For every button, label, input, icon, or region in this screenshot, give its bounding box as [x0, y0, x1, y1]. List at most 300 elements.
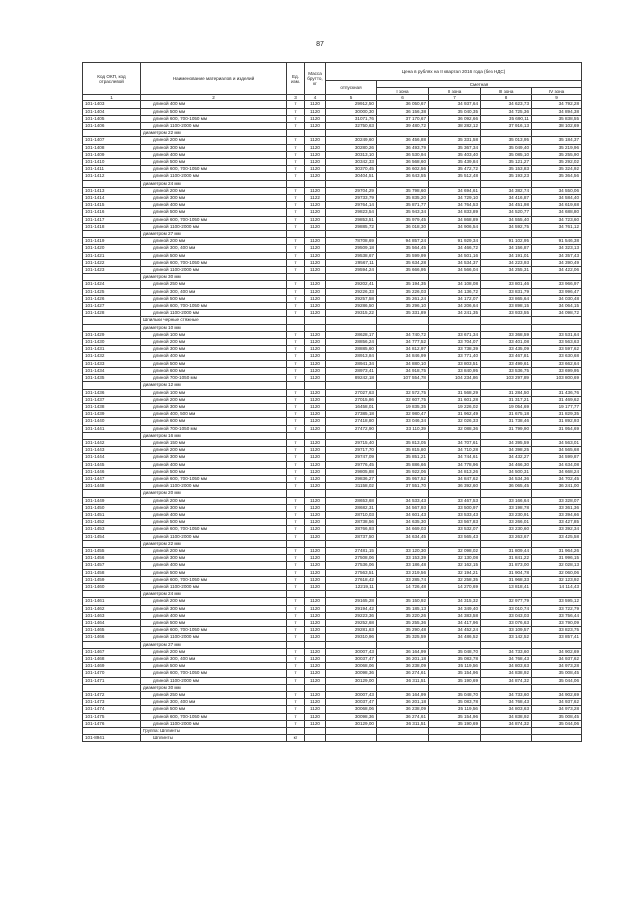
cell-mass: 1120: [305, 576, 326, 583]
cell-price: 107 554,78: [377, 375, 429, 382]
cell-price: 33 010,74: [481, 605, 532, 612]
cell-price: 32 194,21: [429, 569, 481, 576]
table-row: [83, 295, 582, 302]
cell-price: 34 452,24: [429, 627, 481, 634]
cell-price: 35 121,27: [481, 159, 532, 166]
cell-group-name: Шпильки черные стяжные: [141, 317, 287, 324]
cell-unit: т: [287, 411, 305, 418]
cell-name: длиной 1100-2000 мм: [141, 267, 287, 274]
cell-price: 34 668,24: [532, 468, 582, 475]
cell-price: 32 060,06: [532, 569, 582, 576]
cell-code: [83, 432, 141, 439]
cell-price: 34 432,27: [481, 454, 532, 461]
cell-price: 35 190,69: [429, 677, 481, 684]
cell-mass: 1120: [305, 267, 326, 274]
table-row: [83, 699, 582, 706]
cell-price: 36 050,67: [377, 101, 429, 108]
cell-price: 35 194,35: [377, 281, 429, 288]
cell-price: 27508,06: [326, 555, 377, 562]
cell-price: 34 874,32: [481, 720, 532, 727]
table-row: [83, 454, 582, 461]
cell-code: 101-1405: [83, 115, 141, 122]
cell-price: 35 040,35: [429, 108, 481, 115]
cell-code: 101-1427: [83, 303, 141, 310]
cell-price: 36 065,45: [481, 483, 532, 490]
cell-price: 35 599,99: [377, 252, 429, 259]
cell-code: 101-1441: [83, 425, 141, 432]
cell-empty: [481, 274, 532, 281]
cell-empty: [305, 324, 326, 331]
cell-price: 35 153,83: [481, 166, 532, 173]
group-row: [83, 324, 582, 331]
cell-price: 29776,45: [326, 461, 377, 468]
cell-price: 33 153,39: [377, 555, 429, 562]
cell-code: 101-1421: [83, 252, 141, 259]
cell-price: 33 662,64: [532, 360, 582, 367]
cell-empty: [305, 540, 326, 547]
cell-price: 28913,84: [326, 353, 377, 360]
cell-price: 32 977,79: [481, 598, 532, 605]
cell-unit: т: [287, 108, 305, 115]
cell-price: 29912,50: [326, 101, 377, 108]
table-row: [83, 439, 582, 446]
cell-empty: [532, 432, 582, 439]
cell-unit: т: [287, 173, 305, 180]
cell-empty: [377, 324, 429, 331]
cell-code: 101-1425: [83, 288, 141, 295]
table-row: [83, 648, 582, 655]
cell-name: длиной 1100-2000 мм: [141, 533, 287, 540]
cell-price: 31 968,33: [481, 576, 532, 583]
cell-empty: [481, 490, 532, 497]
cell-price: 35 851,21: [377, 454, 429, 461]
price-table: [82, 62, 582, 742]
cell-name: длиной 400 мм: [141, 101, 287, 108]
table-row: [83, 396, 582, 403]
cell-price: 34 619,68: [532, 202, 582, 209]
cell-price: 33 595,12: [532, 598, 582, 605]
cell-price: 33 565,43: [429, 533, 481, 540]
cell-empty: [305, 641, 326, 648]
cell-price: 30000,30: [326, 108, 377, 115]
cell-price: 35 185,13: [377, 605, 429, 612]
cell-price: 30370,45: [326, 166, 377, 173]
table-row: [83, 353, 582, 360]
cell-price: 30249,60: [326, 137, 377, 144]
cell-empty: [429, 130, 481, 137]
cell-code: 101-1404: [83, 108, 141, 115]
cell-price: 27015,86: [326, 396, 377, 403]
group-row: [83, 728, 582, 735]
cell-mass: 1120: [305, 281, 326, 288]
cell-price: 29823,54: [326, 209, 377, 216]
cell-mass: 1120: [305, 144, 326, 151]
cell-unit: т: [287, 202, 305, 209]
cell-code: [83, 728, 141, 735]
cell-name: длиной 500 мм: [141, 295, 287, 302]
cell-mass: 1120: [305, 122, 326, 129]
cell-price: 34 500,31: [481, 468, 532, 475]
cell-price: 36 201,18: [377, 699, 429, 706]
cell-unit: т: [287, 439, 305, 446]
cell-price: 30037,47: [326, 656, 377, 663]
table-row: [83, 519, 582, 526]
cell-unit: т: [287, 475, 305, 482]
cell-price: 34 880,10: [377, 360, 429, 367]
cell-price: 33 671,34: [429, 331, 481, 338]
cell-empty: [481, 231, 532, 238]
cell-empty: [481, 317, 532, 324]
cell-price: 29717,70: [326, 447, 377, 454]
cell-unit: т: [287, 670, 305, 677]
cell-price: 34 565,68: [532, 447, 582, 454]
cell-price: 29885,72: [326, 223, 377, 230]
cell-name: длиной 300 мм: [141, 454, 287, 461]
cell-name: длиной 200 мм: [141, 648, 287, 655]
cell-empty: [305, 231, 326, 238]
cell-empty: [429, 728, 481, 735]
cell-code: [83, 540, 141, 547]
cell-empty: [326, 130, 377, 137]
cell-group-name: диаметром 12 мм: [141, 382, 287, 389]
cell-name: длиной 250 мм: [141, 281, 287, 288]
cell-price: 34 906,54: [429, 223, 481, 230]
cell-unit: т: [287, 403, 305, 410]
cell-price: 33 722,79: [532, 605, 582, 612]
cell-code: 101-1454: [83, 533, 141, 540]
cell-mass: 1120: [305, 620, 326, 627]
cell-group-name: диаметром 24 мм: [141, 180, 287, 187]
cell-price: 36 274,61: [377, 670, 429, 677]
cell-empty: [287, 490, 305, 497]
table-header: [83, 63, 582, 101]
cell-mass: 1120: [305, 483, 326, 490]
cell-empty: [305, 130, 326, 137]
cell-empty: [429, 231, 481, 238]
cell-price: 31 738,46: [481, 418, 532, 425]
cell-code: 101-1448: [83, 483, 141, 490]
cell-name: длиной 500 мм: [141, 620, 287, 627]
cell-empty: [532, 180, 582, 187]
cell-price: 35 008,45: [532, 670, 582, 677]
table-row: [83, 288, 582, 295]
cell-empty: [326, 382, 377, 389]
cell-price: 34 567,93: [377, 504, 429, 511]
cell-empty: [532, 684, 582, 691]
cell-unit: т: [287, 115, 305, 122]
cell-name: длиной 1100-2000 мм: [141, 720, 287, 727]
cell-price: 33 597,62: [532, 346, 582, 353]
cell-mass: 1120: [305, 367, 326, 374]
table-row: [83, 720, 582, 727]
cell-price: 30037,47: [326, 699, 377, 706]
cell-price: 35 979,45: [377, 216, 429, 223]
cell-name: длиной 600 мм: [141, 367, 287, 374]
cell-code: 101-1431: [83, 346, 141, 353]
cell-price: 29805,88: [326, 468, 377, 475]
cell-price: 35 292,02: [532, 159, 582, 166]
cell-price: 34 778,96: [429, 461, 481, 468]
cell-price: 33 401,08: [481, 339, 532, 346]
cell-name: длиной 200 мм: [141, 447, 287, 454]
table-row: [83, 447, 582, 454]
cell-price: 32 130,08: [429, 555, 481, 562]
cell-name: длиной 700-1050 мм: [141, 375, 287, 382]
cell-empty: [429, 641, 481, 648]
cell-code: 101-1439: [83, 411, 141, 418]
cell-mass: 1120: [305, 519, 326, 526]
group-row: [83, 540, 582, 547]
cell-price: 34 634,45: [377, 533, 429, 540]
table-row: [83, 367, 582, 374]
cell-mass: 1120: [305, 151, 326, 158]
cell-mass: 1120: [305, 245, 326, 252]
cell-price: 34 550,06: [532, 187, 582, 194]
cell-price: 29853,51: [326, 216, 377, 223]
cell-price: 34 669,03: [377, 526, 429, 533]
cell-price: 30007,43: [326, 692, 377, 699]
cell-price: 29836,27: [326, 475, 377, 482]
cell-price: 36 602,56: [377, 166, 429, 173]
cell-price: 34 777,52: [377, 339, 429, 346]
cell-price: 28973,41: [326, 367, 377, 374]
cell-price: 33 142,52: [481, 634, 532, 641]
cell-empty: [326, 540, 377, 547]
cell-price: 35 290,48: [377, 627, 429, 634]
cell-mass: 1120: [305, 166, 326, 173]
col-index: 3: [287, 95, 305, 101]
cell-price: 33 230,60: [481, 526, 532, 533]
cell-price: 34 761,12: [532, 223, 582, 230]
table-row: [83, 735, 582, 742]
cell-price: 30098,36: [326, 670, 377, 677]
cell-code: [83, 324, 141, 331]
cell-price: 31 873,00: [481, 562, 532, 569]
cell-price: 34 383,58: [429, 612, 481, 619]
header-zone1: I зона: [377, 88, 429, 95]
cell-mass: 1120: [305, 555, 326, 562]
cell-mass: 1120: [305, 692, 326, 699]
cell-price: 34 390,49: [532, 259, 582, 266]
table-row: [83, 656, 582, 663]
cell-price: 35 564,45: [377, 245, 429, 252]
cell-price: 33 756,44: [532, 612, 582, 619]
cell-price: 29509,18: [326, 245, 377, 252]
cell-code: 101-1426: [83, 295, 141, 302]
cell-price: 29252,68: [326, 620, 377, 627]
cell-price: 34 030,48: [532, 295, 582, 302]
cell-price: 33 109,57: [481, 627, 532, 634]
group-row: [83, 130, 582, 137]
cell-price: 36 238,09: [377, 706, 429, 713]
cell-price: 29747,09: [326, 454, 377, 461]
cell-code: 101-1407: [83, 137, 141, 144]
cell-empty: [429, 274, 481, 281]
cell-price: 36 164,99: [377, 648, 429, 655]
table-row: [83, 151, 582, 158]
cell-price: 34 098,72: [532, 310, 582, 317]
cell-price: 35 367,34: [429, 144, 481, 151]
cell-price: 35 255,36: [377, 620, 429, 627]
cell-price: 34 838,92: [481, 713, 532, 720]
cell-price: 34 792,28: [532, 101, 582, 108]
cell-price: 34 846,99: [377, 353, 429, 360]
cell-name: длиной 200 мм: [141, 187, 287, 194]
group-row: [83, 317, 582, 324]
cell-price: 29257,58: [326, 295, 377, 302]
cell-name: длиной 500 мм: [141, 108, 287, 115]
cell-price: 28738,56: [326, 519, 377, 526]
cell-group-name: диаметром 30 мм: [141, 684, 287, 691]
cell-price: 35 190,69: [429, 720, 481, 727]
cell-price: 34 599,87: [532, 454, 582, 461]
cell-price: [481, 735, 532, 742]
cell-name: длиной 1100-2000 мм: [141, 122, 287, 129]
cell-price: 33 266,01: [481, 519, 532, 526]
cell-unit: т: [287, 238, 305, 245]
cell-unit: т: [287, 288, 305, 295]
cell-empty: [305, 317, 326, 324]
cell-price: 34 812,97: [377, 346, 429, 353]
cell-price: 34 395,59: [481, 439, 532, 446]
cell-price: 33 831,79: [481, 288, 532, 295]
cell-group-name: диаметром 22 мм: [141, 540, 287, 547]
cell-unit: т: [287, 656, 305, 663]
cell-price: 34 486,52: [429, 634, 481, 641]
cell-price: 34 172,07: [429, 295, 481, 302]
cell-code: 101-1451: [83, 511, 141, 518]
cell-unit: т: [287, 245, 305, 252]
cell-empty: [429, 382, 481, 389]
cell-name: длиной 200 мм: [141, 497, 287, 504]
cell-code: 101-1455: [83, 547, 141, 554]
cell-price: 32750,63: [326, 122, 377, 129]
cell-unit: т: [287, 720, 305, 727]
cell-name: длиной 500 мм: [141, 159, 287, 166]
cell-unit: т: [287, 310, 305, 317]
cell-code: 101-1474: [83, 706, 141, 713]
cell-unit: т: [287, 483, 305, 490]
cell-mass: 1120: [305, 454, 326, 461]
cell-code: 101-1409: [83, 151, 141, 158]
cell-name: длиной 500 мм: [141, 519, 287, 526]
cell-name: длиной 400 мм: [141, 511, 287, 518]
cell-price: 35 922,06: [377, 468, 429, 475]
cell-unit: т: [287, 576, 305, 583]
cell-price: 36 018,30: [377, 223, 429, 230]
cell-empty: [287, 274, 305, 281]
cell-group-name: диаметром 30 мм: [141, 274, 287, 281]
cell-code: 101-1444: [83, 454, 141, 461]
cell-code: 101-1459: [83, 576, 141, 583]
cell-price: 35 331,89: [377, 310, 429, 317]
cell-price: 34 723,60: [532, 216, 582, 223]
cell-code: 101-1456: [83, 555, 141, 562]
cell-empty: [481, 324, 532, 331]
cell-price: 35 261,24: [377, 295, 429, 302]
cell-price: 104 234,86: [429, 375, 481, 382]
cell-price: 34 803,63: [481, 663, 532, 670]
cell-price: 35 119,56: [429, 706, 481, 713]
cell-price: 35 403,40: [429, 151, 481, 158]
table-row: [83, 202, 582, 209]
cell-unit: т: [287, 187, 305, 194]
cell-price: 34 833,89: [429, 209, 481, 216]
cell-price: 34 323,13: [532, 245, 582, 252]
cell-code: [83, 180, 141, 187]
cell-price: 33 120,30: [377, 547, 429, 554]
cell-empty: [326, 317, 377, 324]
group-row: [83, 432, 582, 439]
cell-price: 34 918,75: [377, 367, 429, 374]
cell-price: 36 643,55: [377, 173, 429, 180]
table-row: [83, 612, 582, 619]
cell-price: 34 191,01: [481, 252, 532, 259]
header-release: отпускная: [326, 81, 377, 95]
cell-price: 34 417,96: [429, 620, 481, 627]
cell-unit: т: [287, 648, 305, 655]
cell-price: 31 317,21: [481, 396, 532, 403]
cell-price: 33 704,07: [429, 339, 481, 346]
cell-price: 34 382,74: [481, 187, 532, 194]
cell-price: 35 008,45: [532, 713, 582, 720]
cell-name: длиной 300, 400 мм: [141, 288, 287, 295]
cell-unit: т: [287, 223, 305, 230]
cell-group-name: диаметром 20 мм: [141, 490, 287, 497]
cell-mass: 1120: [305, 497, 326, 504]
cell-mass: 1120: [305, 115, 326, 122]
cell-price: 14 114,43: [532, 583, 582, 590]
cell-price: 30068,06: [326, 663, 377, 670]
cell-empty: [377, 684, 429, 691]
table-row: [83, 483, 582, 490]
cell-price: 31 892,93: [532, 418, 582, 425]
cell-code: 101-1408: [83, 144, 141, 151]
cell-price: 34 064,15: [532, 303, 582, 310]
cell-price: 34 206,64: [429, 303, 481, 310]
cell-price: 34 710,28: [429, 447, 481, 454]
cell-price: 33 219,56: [377, 569, 429, 576]
cell-code: 101-1410: [83, 159, 141, 166]
cell-name: длиной 200 мм: [141, 339, 287, 346]
cell-empty: [377, 728, 429, 735]
cell-price: 34 398,25: [481, 447, 532, 454]
cell-price: 34 156,87: [481, 245, 532, 252]
cell-name: длиной 400 мм: [141, 353, 287, 360]
cell-code: 101-8941: [83, 735, 141, 742]
cell-price: 32 607,75: [377, 396, 429, 403]
table-row: [83, 403, 582, 410]
cell-empty: [305, 684, 326, 691]
cell-code: 101-1430: [83, 339, 141, 346]
cell-name: длиной 1100-2000 мм: [141, 634, 287, 641]
cell-unit: т: [287, 562, 305, 569]
cell-name: длиной 600, 700-1050 мм: [141, 670, 287, 677]
cell-price: 28856,24: [326, 339, 377, 346]
table-row: [83, 303, 582, 310]
cell-price: 31 954,69: [532, 425, 582, 432]
cell-code: 101-1438: [83, 403, 141, 410]
cell-price: 91 929,34: [429, 238, 481, 245]
cell-unit: т: [287, 461, 305, 468]
cell-price: 36 201,18: [377, 656, 429, 663]
cell-price: 34 725,36: [481, 108, 532, 115]
cell-unit: т: [287, 713, 305, 720]
cell-unit: т: [287, 519, 305, 526]
cell-group-name: диаметром 27 мм: [141, 231, 287, 238]
cell-price: 28766,93: [326, 526, 377, 533]
cell-code: 101-1470: [83, 670, 141, 677]
